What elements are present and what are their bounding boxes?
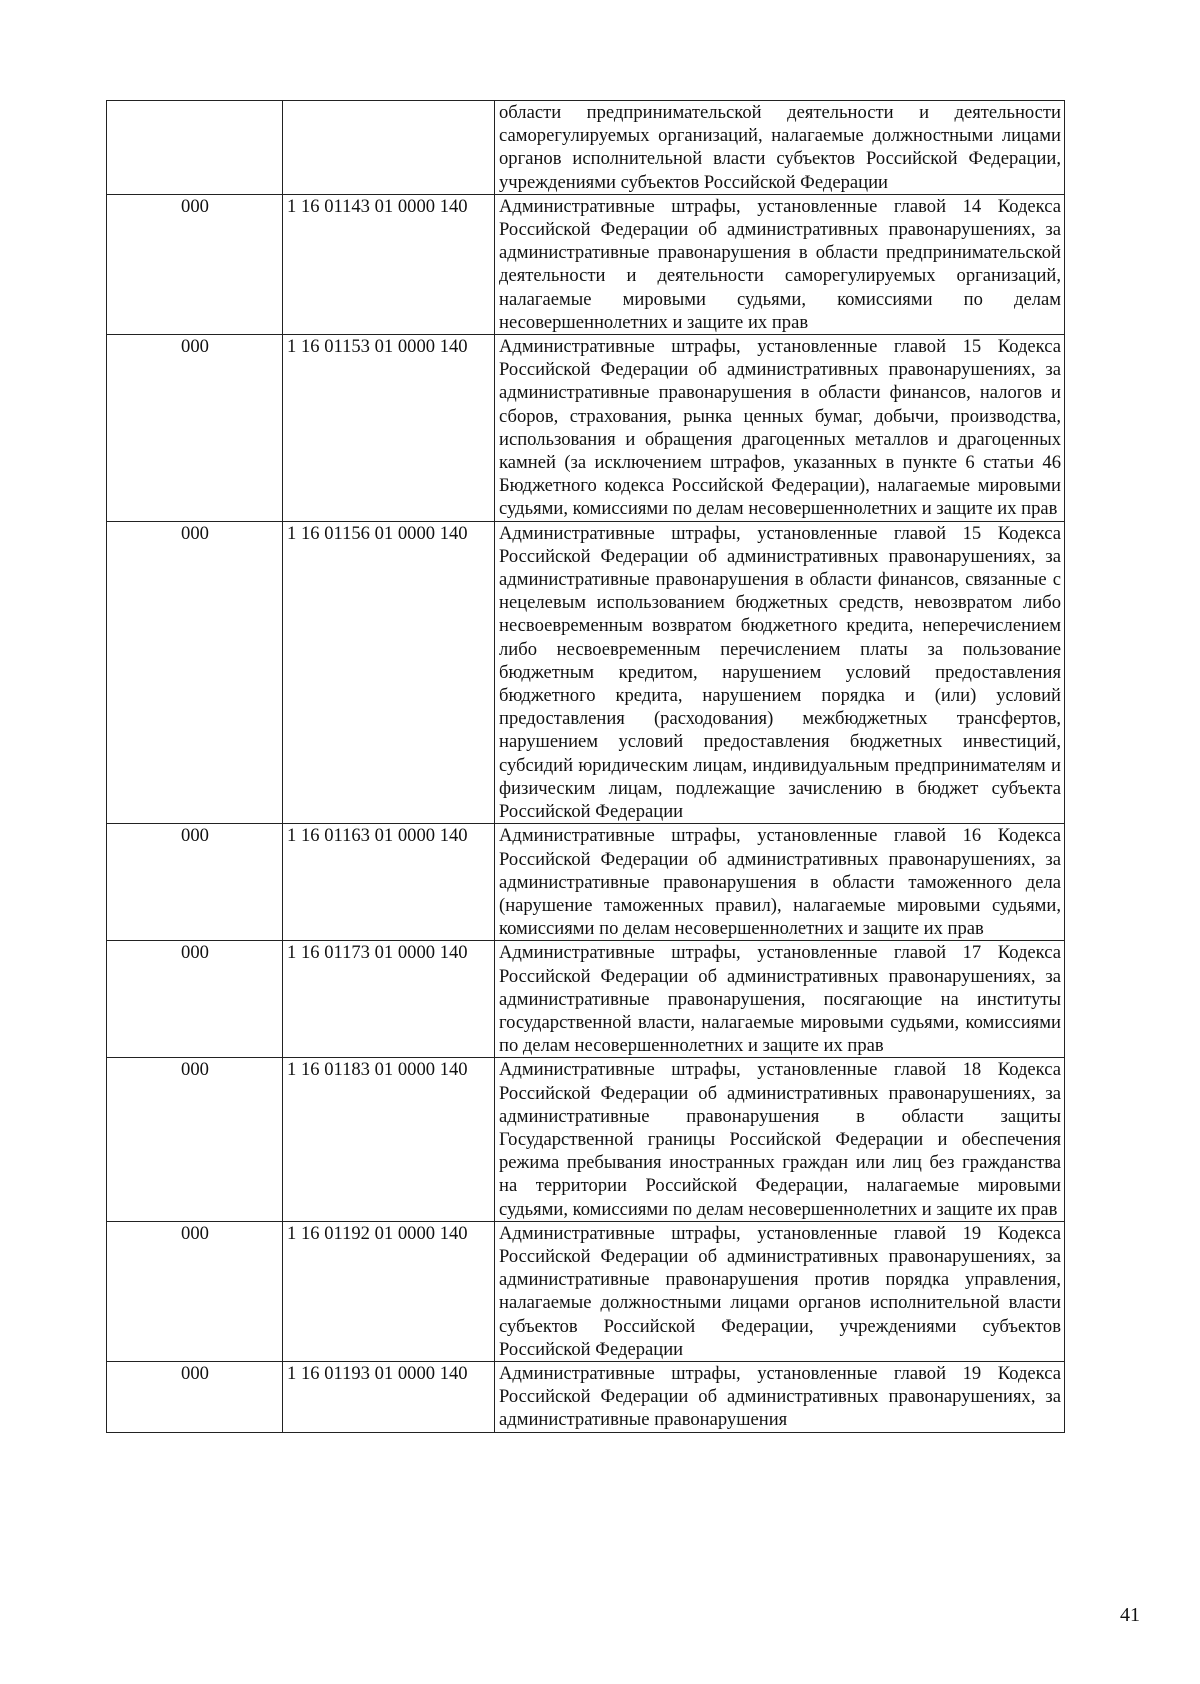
revenue-name-cell: Административные штрафы, установленные главой 17 Кодекса Российской Федерации об административных правонарушениях, за административные правонарушения, посягающие на институты государственной власти, налагаемые мировыми судьями, комиссиями по делам несовершеннолетних и защите их прав bbox=[495, 941, 1065, 1058]
table-row bbox=[107, 521, 1065, 824]
table-row bbox=[107, 194, 1065, 334]
administrator-code-cell: 000 bbox=[107, 824, 283, 941]
administrator-code-cell: 000 bbox=[107, 521, 283, 824]
budget-code-cell: 1 16 01153 01 0000 140 bbox=[283, 335, 495, 522]
budget-classification-table bbox=[106, 100, 1065, 1433]
revenue-name-cell: Административные штрафы, установленные главой 19 Кодекса Российской Федерации об административных правонарушениях, за административные правонарушения против порядка управления, налагаемые должностными лицами органов исполнительной власти субъектов Российской Федерации, учреждениями субъектов Российской Федерации bbox=[495, 1221, 1065, 1361]
budget-code-cell: 1 16 01156 01 0000 140 bbox=[283, 521, 495, 824]
revenue-name-cell: Административные штрафы, установленные главой 15 Кодекса Российской Федерации об административных правонарушениях, за административные правонарушения в области финансов, связанные с нецелевым использованием бюджетных средств, невозвратом либо несвоевременным возвратом бюджетного кредита, неперечислением либо несвоевременным перечислением платы за пользование бюджетным кредитом, нарушением условий предоставления бюджетного кредита, нарушением порядка и (или) условий предоставления (расходования) межбюджетных трансфертов, нарушением условий предоставления бюджетных инвестиций, субсидий юридическим лицам, индивидуальным предпринимателям и физическим лицам, подлежащие зачислению в бюджет субъекта Российской Федерации bbox=[495, 521, 1065, 824]
budget-code-cell: 1 16 01193 01 0000 140 bbox=[283, 1361, 495, 1432]
administrator-code-cell: 000 bbox=[107, 941, 283, 1058]
administrator-code-cell: 000 bbox=[107, 1361, 283, 1432]
budget-code-cell: 1 16 01192 01 0000 140 bbox=[283, 1221, 495, 1361]
budget-code-cell bbox=[283, 101, 495, 195]
page-number: 41 bbox=[1120, 1604, 1140, 1626]
revenue-name-cell: Административные штрафы, установленные главой 14 Кодекса Российской Федерации об административных правонарушениях, за административные правонарушения в области предпринимательской деятельности и деятельности саморегулируемых организаций, налагаемые мировыми судьями, комиссиями по делам несовершеннолетних и защите их прав bbox=[495, 194, 1065, 334]
table-row bbox=[107, 941, 1065, 1058]
table-row bbox=[107, 824, 1065, 941]
administrator-code-cell bbox=[107, 101, 283, 195]
budget-code-cell: 1 16 01143 01 0000 140 bbox=[283, 194, 495, 334]
administrator-code-cell: 000 bbox=[107, 1058, 283, 1221]
revenue-name-cell: Административные штрафы, установленные главой 18 Кодекса Российской Федерации об административных правонарушениях, за административные правонарушения в области защиты Государственной границы Российской Федерации и обеспечения режима пребывания иностранных граждан или лиц без гражданства на территории Российской Федерации, налагаемые мировыми судьями, комиссиями по делам несовершеннолетних и защите их прав bbox=[495, 1058, 1065, 1221]
budget-code-cell: 1 16 01183 01 0000 140 bbox=[283, 1058, 495, 1221]
administrator-code-cell: 000 bbox=[107, 194, 283, 334]
table-row bbox=[107, 1361, 1065, 1432]
administrator-code-cell: 000 bbox=[107, 335, 283, 522]
table-row bbox=[107, 335, 1065, 522]
table-row bbox=[107, 1221, 1065, 1361]
revenue-name-cell: Административные штрафы, установленные главой 15 Кодекса Российской Федерации об административных правонарушениях, за административные правонарушения в области финансов, налогов и сборов, страхования, рынка ценных бумаг, добычи, производства, использования и обращения драгоценных металлов и драгоценных камней (за исключением штрафов, указанных в пункте 6 статьи 46 Бюджетного кодекса Российской Федерации), налагаемые мировыми судьями, комиссиями по делам несовершеннолетних и защите их прав bbox=[495, 335, 1065, 522]
revenue-name-cell: области предпринимательской деятельности и деятельности саморегулируемых организаций, налагаемые должностными лицами органов исполнительной власти субъектов Российской Федерации, учреждениями субъектов Российской Федерации bbox=[495, 101, 1065, 195]
revenue-name-cell: Административные штрафы, установленные главой 16 Кодекса Российской Федерации об административных правонарушениях, за административные правонарушения в области таможенного дела (нарушение таможенных правил), налагаемые мировыми судьями, комиссиями по делам несовершеннолетних и защите их прав bbox=[495, 824, 1065, 941]
budget-code-cell: 1 16 01173 01 0000 140 bbox=[283, 941, 495, 1058]
budget-code-cell: 1 16 01163 01 0000 140 bbox=[283, 824, 495, 941]
table-row bbox=[107, 1058, 1065, 1221]
table-row bbox=[107, 101, 1065, 195]
administrator-code-cell: 000 bbox=[107, 1221, 283, 1361]
revenue-name-cell: Административные штрафы, установленные главой 19 Кодекса Российской Федерации об административных правонарушениях, за административные правонарушения bbox=[495, 1361, 1065, 1432]
